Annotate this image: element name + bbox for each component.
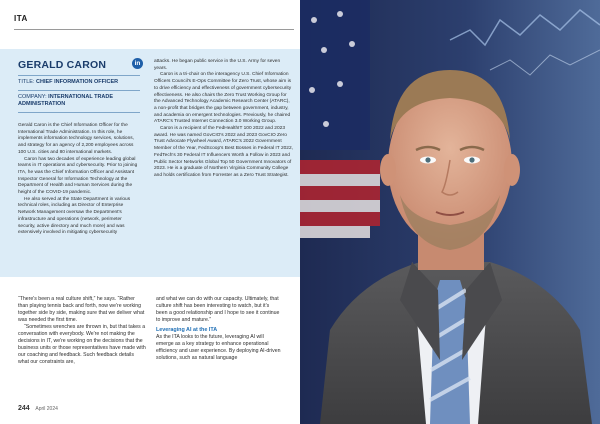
profile-title: TITLE: CHIEF INFORMATION OFFICER <box>18 79 119 85</box>
divider <box>18 90 140 91</box>
portrait-photo <box>300 0 600 424</box>
bio-paragraph: attacks. He began public service in the U.S. Army for seven years. <box>154 59 281 71</box>
article-paragraph: “There's been a real culture shift,” he says. “Rather than playing tennis back and forth, now we're working together side by side, making sure that we deliver what was needed the first time. <box>18 296 145 323</box>
bio-paragraph: Caron has two decades of experience leading global teams in IT operations and cybersecurity. Prior to joining ITA, he was the Chief Information Officer and Assistant Inspector General for Information Technology at the Department of Health and Human Services during the height of the COVID-19 pandemic. <box>18 156 138 196</box>
article-paragraph: “Sometimes wrenches are thrown in, but that takes a conversation with everybody. We're not making the decisions in IT, we're working on the decisions that the business units or those representatives have made with our coaching and feedback. Such feedback details what our constraints are, <box>18 324 146 365</box>
profile-panel <box>0 49 148 277</box>
article-column-right <box>156 296 282 362</box>
article-column-left <box>18 296 146 366</box>
bio-paragraph: Caron is a recipient of the FedHealthIT 100 2022 and 2023 award. He was named GovCIO's 2022 and 2023 GovCIO Zero Trust Advocate Flywheel Award, ATARC's 2022 Government Member of the Year, FedScoop's Best Bosses in Federal IT 2022, FedTech's 30 Federal IT Influencers Worth a Follow in 2023 and Public Sector Networks Global Top 50 Government Innovators of 2023. He is a graduate of Northern Virginia Community College and holds certification from Forrester as a Zero Trust Strategist. <box>154 126 293 178</box>
profile-bio-column-1 <box>18 123 140 237</box>
divider <box>18 75 140 76</box>
page-number: 244 <box>18 405 30 412</box>
article-paragraph: As the ITA looks to the future, leveraging AI will emerge as a key strategy to enhance operational efficiency and user experience. By deploying AI-driven solutions, such as natural language <box>156 334 281 361</box>
issue-date: April 2024 <box>35 406 58 412</box>
page-footer <box>18 405 58 412</box>
profile-name: GERALD CARON <box>18 59 107 71</box>
bio-paragraph: Gerald Caron is the Chief Information Officer for the International Trade Administration. In this role, he implements information technology services, solutions, and strategy for an agency of 2,200 employees across 100 U.S. cities and 80 international markets. <box>18 123 134 155</box>
linkedin-icon[interactable]: in <box>132 58 143 69</box>
section-label: ITA <box>14 14 28 23</box>
profile-bio-column-2 <box>148 49 301 277</box>
article-paragraph: and what we can do with our capacity. Ultimately, that culture shift has been interesting to watch, but it's been a good relationship and I hope to see it continue to improve and mature.” <box>156 296 280 323</box>
article-subhead: Leveraging AI at the ITA <box>156 327 218 333</box>
divider <box>18 112 140 113</box>
section-header <box>14 8 294 30</box>
profile-company: COMPANY: INTERNATIONAL TRADE ADMINISTRATION <box>18 94 114 107</box>
bio-paragraph: Caron is a tri-chair on the interagency U.S. Chief Information Officers Council's E-Ops Committee for Zero Trust, whose aim is to drive efficiency and effectiveness of government cybersecurity effectiveness. He also chairs the Zero Trust Working Group for the Advanced Technology Academic Research Center (ATARC), a non-profit that bridges the gap between government, industry, and academia on emergent technologies. Previously, he chaired ATARC's Trusted Internet Connection 3.0 Working Group. <box>154 72 292 125</box>
bio-paragraph: He also served at the State Department in various technical roles, including as Director of Enterprise Network Management oversaw the Department's infrastructure and operations (network, perimeter security, active directory and much more) and was extensively involved in mitigating cybersecurity <box>18 196 131 236</box>
